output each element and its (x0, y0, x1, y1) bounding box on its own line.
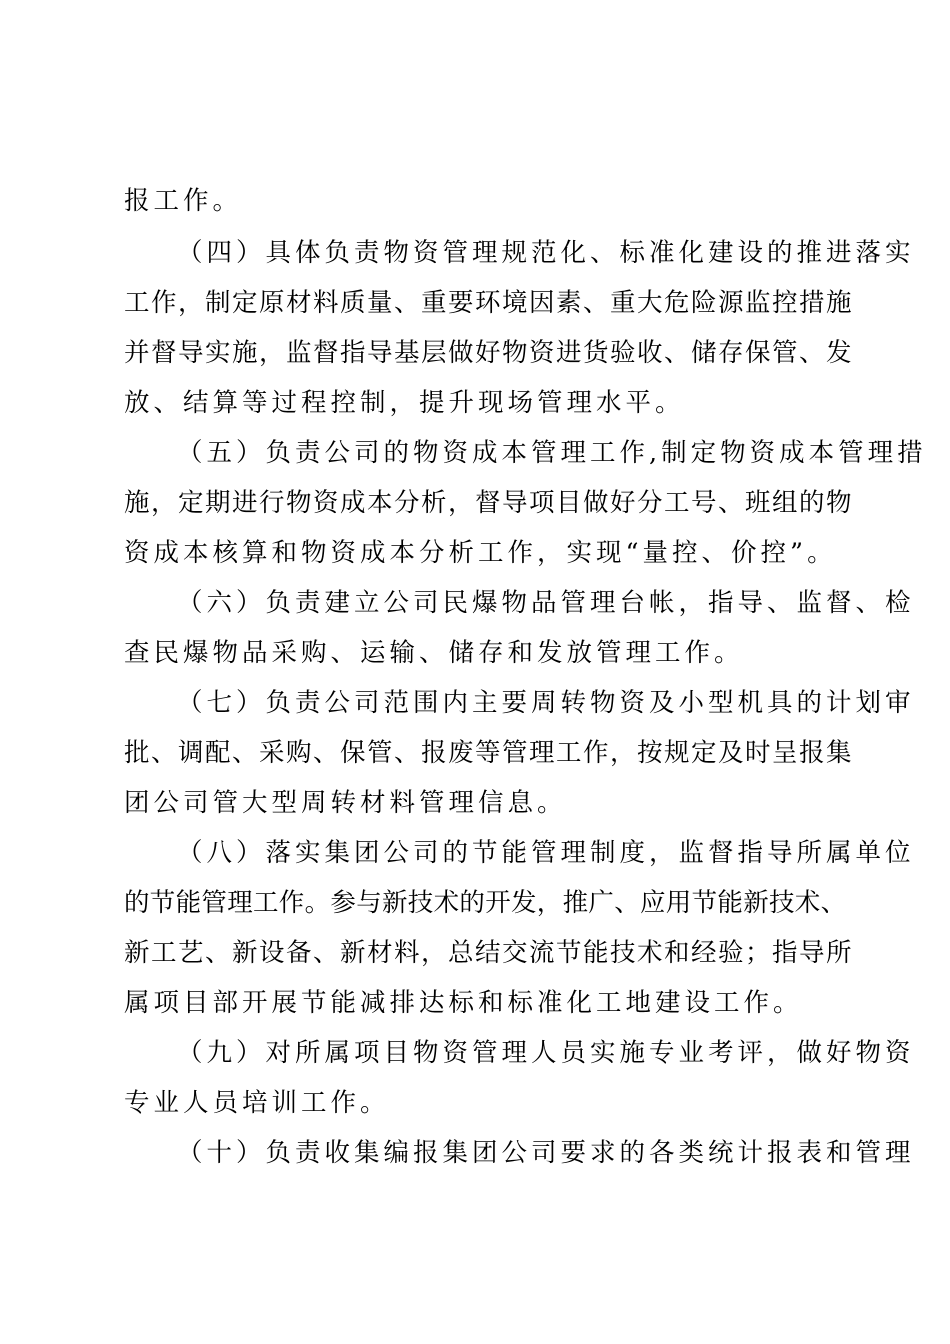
paragraph-9-line: （九）对所属项目物资管理人员实施专业考评，做好物资 (177, 1038, 915, 1068)
paragraph-4-line: 工作，制定原材料质量、重要环境因素、重大危险源监控措施 (124, 288, 854, 318)
paragraph-7-line: 批、调配、采购、保管、报废等管理工作，按规定及时呈报集 (124, 738, 854, 768)
paragraph-7-line: （七）负责公司范围内主要周转物资及小型机具的计划审 (177, 688, 915, 718)
paragraph-4-line: （四）具体负责物资管理规范化、标准化建设的推进落实 (177, 238, 915, 268)
paragraph-4-line: 放、结算等过程控制，提升现场管理水平。 (124, 388, 685, 418)
paragraph-6-line: 查民爆物品采购、运输、储存和发放管理工作。 (124, 638, 744, 668)
paragraph-9-line: 专业人员培训工作。 (124, 1088, 390, 1118)
paragraph-8-line: 属项目部开展节能减排达标和标准化工地建设工作。 (124, 988, 803, 1018)
paragraph-7-line: 团公司管大型周转材料管理信息。 (124, 788, 567, 818)
paragraph-5-line: 施，定期进行物资成本分析，督导项目做好分工号、班组的物 (124, 488, 854, 518)
body-text-line: 报工作。 (124, 186, 243, 216)
paragraph-8-line: 的节能管理工作。参与新技术的开发，推广、应用节能新技术、 (124, 888, 847, 918)
paragraph-6-line: （六）负责建立公司民爆物品管理台帐，指导、监督、检 (177, 588, 915, 618)
paragraph-10-line: （十）负责收集编报集团公司要求的各类统计报表和管理 (177, 1138, 915, 1168)
paragraph-4-line: 并督导实施，监督指导基层做好物资进货验收、储存保管、发 (124, 338, 854, 368)
paragraph-8-line: （八）落实集团公司的节能管理制度，监督指导所属单位 (177, 838, 915, 868)
paragraph-5-line: （五）负责公司的物资成本管理工作,制定物资成本管理措 (177, 438, 927, 468)
paragraph-5-line: 资成本核算和物资成本分析工作，实现“量控、价控”。 (124, 538, 837, 568)
paragraph-8-line: 新工艺、新设备、新材料，总结交流节能技术和经验；指导所 (124, 938, 854, 968)
